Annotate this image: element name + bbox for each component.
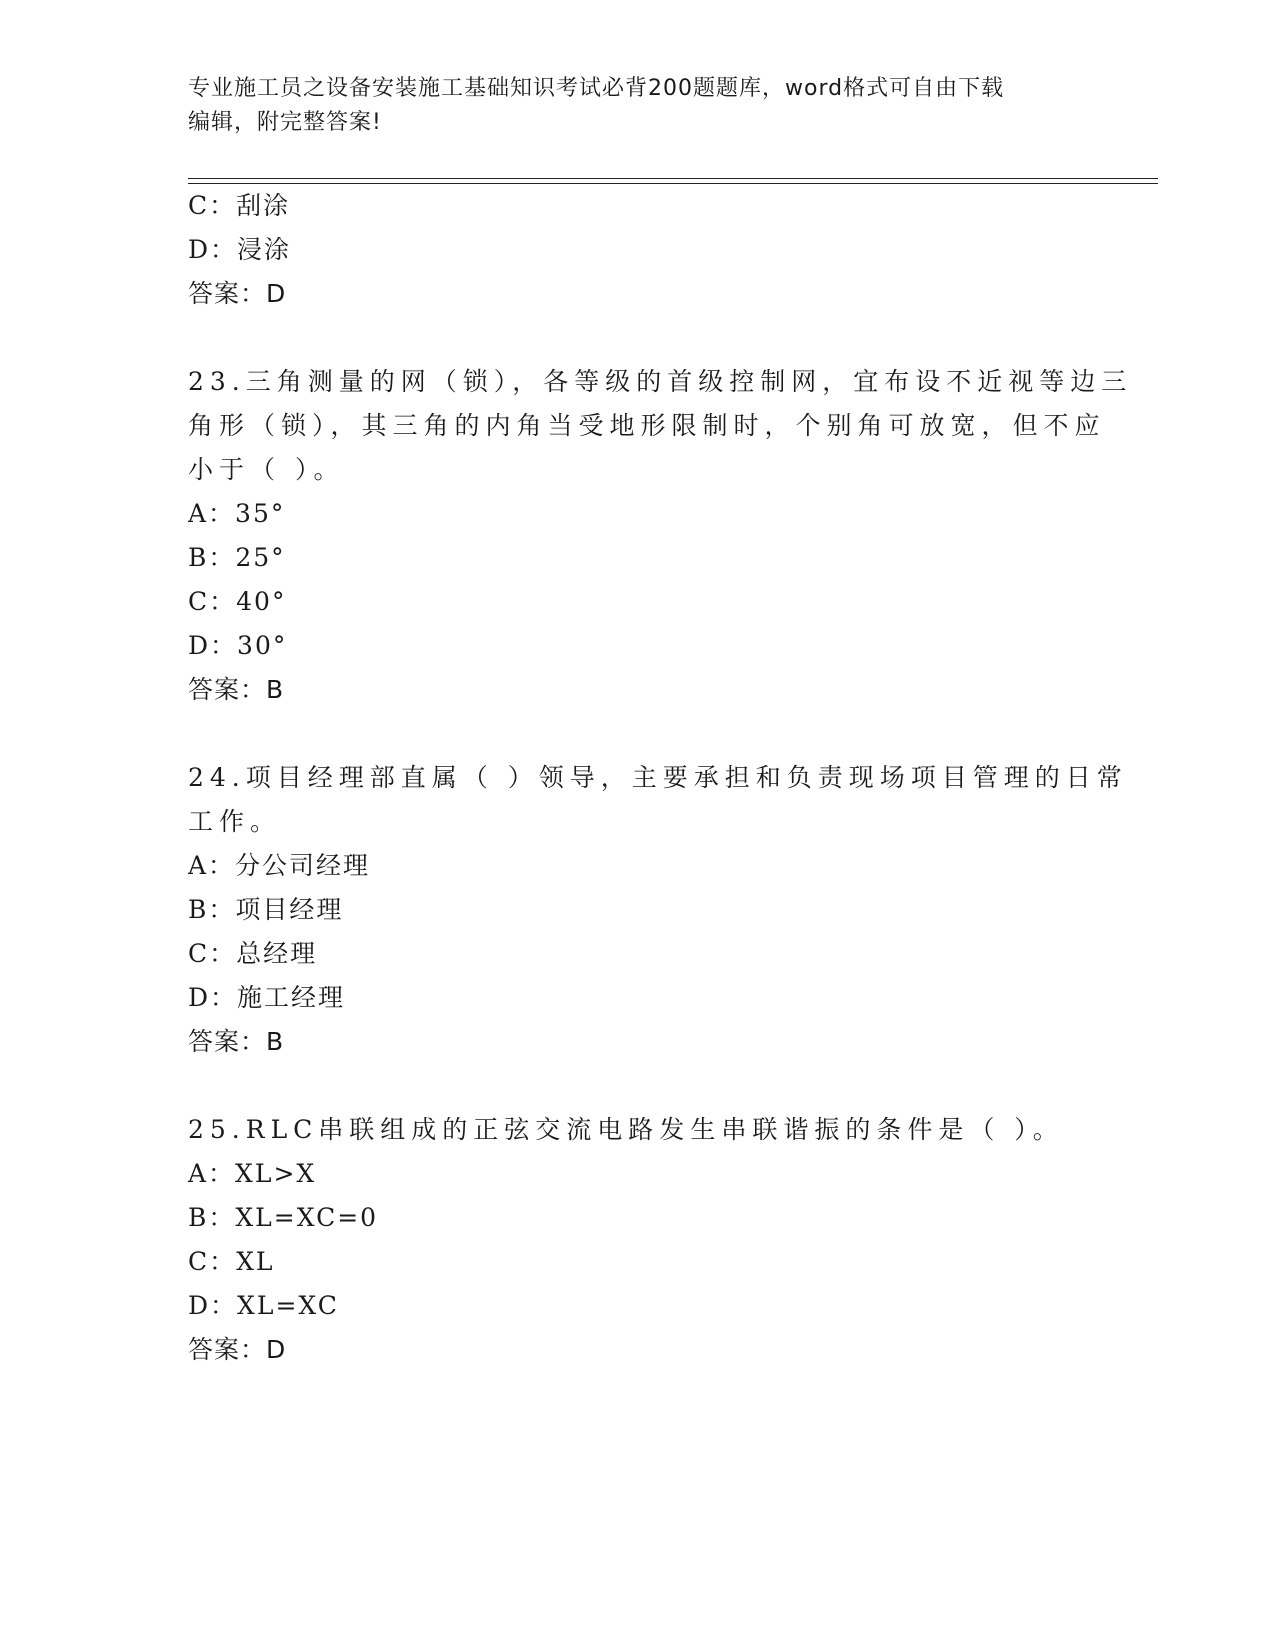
q23-option-b: B：25° — [188, 543, 286, 572]
q24-option-a: A：分公司经理 — [188, 851, 371, 880]
q24-option-c: C：总经理 — [188, 939, 318, 968]
q23-stem-line-1: 23.三角测量的网（锁），各等级的首级控制网，宜布设不近视等边三 — [188, 367, 1133, 396]
q25-option-d: D：XL=XC — [188, 1291, 339, 1320]
q25-option-b: B：XL=XC=0 — [188, 1203, 379, 1232]
q23-option-a: A：35° — [188, 499, 286, 528]
header-line-2: 编辑，附完整答案! — [188, 110, 382, 135]
q22-option-c: C：刮涂 — [188, 191, 291, 220]
q24-stem-line-1: 24.项目经理部直属（ ）领导，主要承担和负责现场项目管理的日常 — [188, 763, 1128, 792]
q23-stem-line-2: 角形（锁），其三角的内角当受地形限制时，个别角可放宽，但不应 — [188, 411, 1106, 440]
q24-option-d: D：施工经理 — [188, 983, 346, 1012]
q23-stem-line-3: 小于（ ）。 — [188, 455, 345, 484]
q24-answer: 答案：B — [188, 1027, 285, 1056]
q24-stem-line-2: 工作。 — [188, 807, 282, 836]
q23-option-d: D：30° — [188, 631, 288, 660]
header-line-1: 专业施工员之设备安装施工基础知识考试必背200题题库，word格式可自由下载 — [188, 76, 1005, 101]
q25-option-a: A：XL>X — [188, 1159, 317, 1188]
header-divider-bottom — [188, 183, 1158, 184]
q25-option-c: C：XL — [188, 1247, 275, 1276]
header-divider-top — [188, 178, 1158, 179]
q25-stem-line-1: 25.RLC串联组成的正弦交流电路发生串联谐振的条件是（ ）。 — [188, 1115, 1064, 1144]
q22-option-d: D：浸涂 — [188, 235, 292, 264]
q23-option-c: C：40° — [188, 587, 287, 616]
document-header — [188, 72, 1088, 140]
q24-option-b: B：项目经理 — [188, 895, 344, 924]
q23-answer: 答案：B — [188, 675, 285, 704]
q22-answer: 答案：D — [188, 279, 287, 308]
q25-answer: 答案：D — [188, 1335, 287, 1364]
